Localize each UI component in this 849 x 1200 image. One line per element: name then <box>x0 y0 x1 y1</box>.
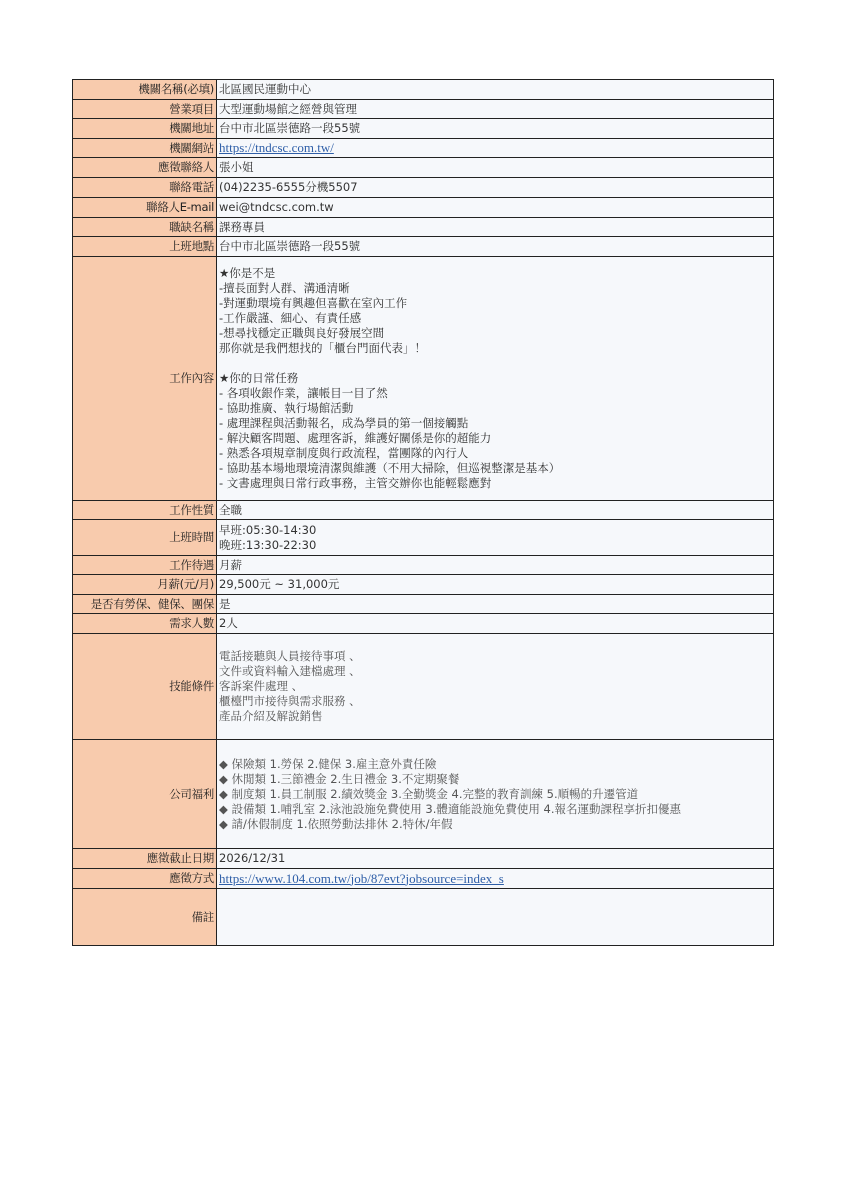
value-line: -工作嚴謹、細心、有責任感 <box>219 311 362 325</box>
remarks-label: 備註 <box>73 889 217 946</box>
value-line: -想尋找穩定正職與良好發展空間 <box>219 326 385 340</box>
value-line: 月薪 <box>219 557 242 572</box>
website-link[interactable]: https://tndcsc.com.tw/ <box>219 140 334 155</box>
value-line <box>219 356 771 371</box>
skills-label: 技能條件 <box>73 634 217 740</box>
remarks-value <box>217 889 774 946</box>
phone-label: 聯絡電話 <box>73 178 217 198</box>
row-deadline <box>73 849 774 869</box>
value-line: 29,500元 ~ 31,000元 <box>219 577 340 591</box>
address-value <box>217 119 774 139</box>
pay-type-label: 工作待遇 <box>73 556 217 575</box>
value-line: ★你的日常任務 <box>219 371 299 385</box>
website-label: 機關網站 <box>73 139 217 158</box>
value-line: 產品介紹及解說銷售 <box>219 709 323 723</box>
value-line: - 各項收銀作業，讓帳目一目了然 <box>219 386 388 400</box>
value-line: 北區國民運動中心 <box>219 82 311 96</box>
row-job-title <box>73 218 774 237</box>
contact-label: 應徵聯絡人 <box>73 158 217 178</box>
row-work-hours <box>73 520 774 556</box>
value-line: 晚班:13:30-22:30 <box>219 537 317 552</box>
value-line: 張小姐 <box>219 160 254 174</box>
value-line: - 協助推廣、執行場館活動 <box>219 401 354 415</box>
row-website <box>73 139 774 158</box>
value-line: 那你就是我們想找的「櫃台門面代表」！ <box>219 341 426 355</box>
job-content-label: 工作內容 <box>73 257 217 501</box>
value-line: wei@tndcsc.com.tw <box>219 200 334 214</box>
row-email <box>73 198 774 218</box>
skills-value <box>217 634 774 740</box>
value-line: 客訴案件處理 、 <box>219 679 304 693</box>
row-benefits <box>73 740 774 849</box>
row-skills <box>73 634 774 740</box>
row-headcount <box>73 614 774 634</box>
row-work-location <box>73 237 774 257</box>
value-line: ◆ 保險類 1.勞保 2.健保 3.雇主意外責任險 <box>219 756 437 771</box>
row-job-type <box>73 501 774 520</box>
value-line: - 熟悉各項規章制度與行政流程，當團隊的內行人 <box>219 446 469 460</box>
value-line: 台中市北區崇德路一段55號 <box>219 121 361 135</box>
insurance-value <box>217 595 774 614</box>
value-line: - 協助基本場地環境清潔與維護（不用大掃除，但巡視整潔是基本） <box>219 461 561 475</box>
value-line: - 處理課程與活動報名，成為學員的第一個接觸點 <box>219 416 469 430</box>
row-insurance <box>73 595 774 614</box>
benefits-label: 公司福利 <box>73 740 217 849</box>
apply-method-link[interactable]: https://www.104.com.tw/job/87evt?jobsource=index_s <box>219 870 504 886</box>
row-salary <box>73 575 774 595</box>
email-label: 聯絡人E-mail <box>73 198 217 218</box>
headcount-label: 需求人數 <box>73 614 217 634</box>
row-address <box>73 119 774 139</box>
work-hours-label: 上班時間 <box>73 520 217 556</box>
row-org-name <box>73 80 774 100</box>
apply-method-label: 應徵方式 <box>73 869 217 889</box>
value-line: (04)2235-6555分機5507 <box>219 180 358 194</box>
value-line: 文件或資料輸入建檔處理 、 <box>219 664 361 678</box>
business-value <box>217 100 774 119</box>
apply-method-value <box>217 869 774 889</box>
deadline-label: 應徵截止日期 <box>73 849 217 869</box>
job-title-value <box>217 218 774 237</box>
value-line: -對運動環境有興趣但喜歡在室內工作 <box>219 296 408 310</box>
value-line: 全職 <box>219 502 242 517</box>
value-line: -擅長面對人群、溝通清晰 <box>219 281 350 295</box>
salary-label: 月薪(元/月) <box>73 575 217 595</box>
job-title-label: 職缺名稱 <box>73 218 217 237</box>
value-line: - 文書處理與日常行政事務，主管交辦你也能輕鬆應對 <box>219 476 492 490</box>
row-apply-method <box>73 869 774 889</box>
value-line: 櫃檯門市接待與需求服務 、 <box>219 694 361 708</box>
row-business <box>73 100 774 119</box>
business-label: 營業項目 <box>73 100 217 119</box>
value-line: 台中市北區崇德路一段55號 <box>219 239 361 253</box>
pay-type-value <box>217 556 774 575</box>
benefits-value <box>217 740 774 849</box>
website-value <box>217 139 774 158</box>
row-job-content <box>73 257 774 501</box>
value-line: - 解決顧客問題、處理客訴，維護好關係是你的超能力 <box>219 431 492 445</box>
work-location-label: 上班地點 <box>73 237 217 257</box>
value-line: 早班:05:30-14:30 <box>219 522 317 537</box>
insurance-label: 是否有勞保、健保、團保 <box>73 595 217 614</box>
email-value <box>217 198 774 218</box>
row-phone <box>73 178 774 198</box>
value-line: ★你是不是 <box>219 266 276 280</box>
value-line: ◆ 請/休假制度 1.依照勞動法排休 2.特休/年假 <box>219 816 453 831</box>
row-pay-type <box>73 556 774 575</box>
org-name-label: 機關名稱(必填) <box>73 80 217 100</box>
value-line: 是 <box>219 596 231 611</box>
value-line: ◆ 制度類 1.員工制服 2.績效獎金 3.全勤獎金 4.完整的教育訓練 5.順暢的升遷管道 <box>219 786 639 801</box>
headcount-value <box>217 614 774 634</box>
salary-value <box>217 575 774 595</box>
value-line: 2026/12/31 <box>219 851 286 865</box>
work-hours-value <box>217 520 774 556</box>
value-line: ◆ 設備類 1.哺乳室 2.泳池設施免費使用 3.體適能設施免費使用 4.報名運動課程享折扣優惠 <box>219 801 682 816</box>
contact-value <box>217 158 774 178</box>
job-type-label: 工作性質 <box>73 501 217 520</box>
value-line: ◆ 休閒類 1.三節禮金 2.生日禮金 3.不定期聚餐 <box>219 771 460 786</box>
row-contact <box>73 158 774 178</box>
row-remarks <box>73 889 774 946</box>
value-line: 大型運動場館之經營與管理 <box>219 101 357 116</box>
value-line: 電話接聽與人員接待事項 、 <box>219 649 361 663</box>
deadline-value <box>217 849 774 869</box>
value-line: 課務專員 <box>219 219 265 234</box>
address-label: 機關地址 <box>73 119 217 139</box>
job-type-value <box>217 501 774 520</box>
work-location-value <box>217 237 774 257</box>
job-posting-table <box>72 79 774 946</box>
org-name-value <box>217 80 774 100</box>
phone-value <box>217 178 774 198</box>
value-line: 2人 <box>219 616 238 630</box>
job-content-value <box>217 257 774 501</box>
